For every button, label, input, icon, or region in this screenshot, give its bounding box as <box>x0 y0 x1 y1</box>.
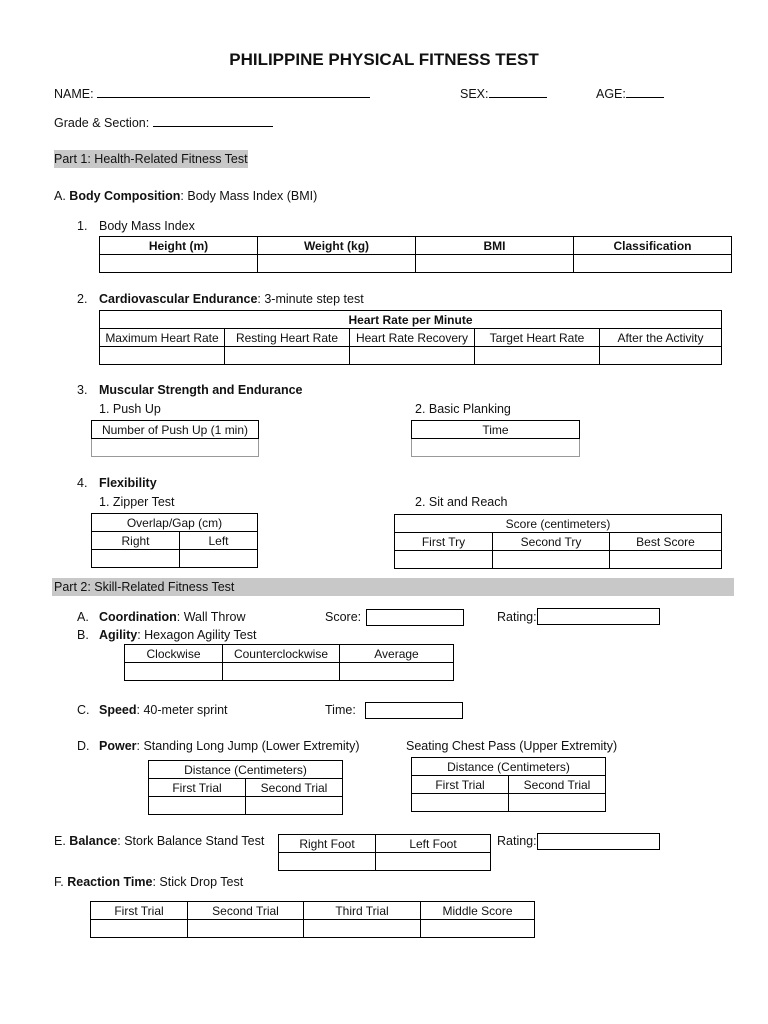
zipper-test-label: 1. Zipper Test <box>99 495 175 509</box>
name-label: NAME: <box>54 87 94 101</box>
table-row <box>279 853 491 871</box>
reaction-header-first: First Trial <box>91 902 188 920</box>
chest-pass-cell-first[interactable] <box>412 794 509 812</box>
grade-label: Grade & Section: <box>54 116 150 130</box>
hr-header-max: Maximum Heart Rate <box>100 329 225 347</box>
balance-cell-left[interactable] <box>376 853 491 871</box>
bmi-header-weight: Weight (kg) <box>258 237 416 255</box>
table-row <box>125 663 454 681</box>
table-row <box>395 551 722 569</box>
balance-header-left: Left Foot <box>376 835 491 853</box>
reaction-time-label: F. Reaction Time: Stick Drop Test <box>54 875 244 889</box>
section-a-desc: : Body Mass Index (BMI) <box>180 189 318 203</box>
sit-reach-cell-first[interactable] <box>395 551 493 569</box>
balance-label: E. Balance: Stork Balance Stand Test <box>54 834 265 848</box>
table-row <box>91 920 535 938</box>
long-jump-header-second: Second Trial <box>246 779 343 797</box>
long-jump-group-header: Distance (Centimeters) <box>149 761 343 779</box>
sit-reach-table <box>394 514 722 569</box>
hr-cell-max[interactable] <box>100 347 225 365</box>
sex-label: SEX: <box>460 87 489 101</box>
table-row <box>92 439 259 457</box>
sit-reach-header-second: Second Try <box>493 533 610 551</box>
balance-rating-box[interactable] <box>537 833 660 850</box>
part2-heading <box>52 578 734 596</box>
table-row <box>412 794 606 812</box>
coordination-rating-box[interactable] <box>537 608 660 625</box>
item-flexibility-label: 4. Flexibility <box>77 476 157 490</box>
long-jump-table <box>148 760 343 815</box>
planking-label: 2. Basic Planking <box>415 402 511 416</box>
item-muscular-label: 3. Muscular Strength and Endurance <box>77 383 303 397</box>
long-jump-cell-first[interactable] <box>149 797 246 815</box>
hr-header-resting: Resting Heart Rate <box>225 329 350 347</box>
coordination-score-label: Score: <box>325 610 362 624</box>
bmi-header-bmi: BMI <box>416 237 574 255</box>
section-a-body-composition <box>54 189 317 203</box>
reaction-cell-third[interactable] <box>304 920 421 938</box>
reaction-header-second: Second Trial <box>188 902 304 920</box>
push-up-table <box>91 420 259 457</box>
age-line[interactable] <box>626 85 664 98</box>
section-a-prefix: A. <box>54 189 66 203</box>
balance-header-right: Right Foot <box>279 835 376 853</box>
bmi-cell-height[interactable] <box>100 255 258 273</box>
hr-cell-recovery[interactable] <box>350 347 475 365</box>
reaction-header-middle: Middle Score <box>421 902 535 920</box>
bmi-cell-weight[interactable] <box>258 255 416 273</box>
agility-header-average: Average <box>340 645 454 663</box>
planking-table <box>411 420 580 457</box>
heart-rate-table <box>99 310 722 365</box>
chest-pass-table <box>411 757 606 812</box>
table-row <box>92 550 258 568</box>
grade-line[interactable] <box>153 114 273 127</box>
agility-cell-counterclockwise[interactable] <box>223 663 340 681</box>
chest-pass-label: Seating Chest Pass (Upper Extremity) <box>406 739 618 753</box>
sit-reach-cell-second[interactable] <box>493 551 610 569</box>
page-title: PHILIPPINE PHYSICAL FITNESS TEST <box>229 50 539 69</box>
age-label: AGE: <box>596 87 626 101</box>
coordination-rating-label: Rating: <box>497 610 537 624</box>
table-row <box>149 797 343 815</box>
bmi-cell-bmi[interactable] <box>416 255 574 273</box>
heart-rate-group-header: Heart Rate per Minute <box>100 311 722 329</box>
table-row <box>100 347 722 365</box>
hr-header-recovery: Heart Rate Recovery <box>350 329 475 347</box>
speed-time-label: Time: <box>325 703 356 717</box>
long-jump-header-first: First Trial <box>149 779 246 797</box>
reaction-cell-first[interactable] <box>91 920 188 938</box>
hr-cell-resting[interactable] <box>225 347 350 365</box>
part1-heading: Part 1: Health-Related Fitness Test <box>54 152 248 166</box>
table-row <box>100 255 732 273</box>
zipper-cell-left[interactable] <box>180 550 258 568</box>
hr-cell-target[interactable] <box>475 347 600 365</box>
bmi-header-height: Height (m) <box>100 237 258 255</box>
hr-header-target: Target Heart Rate <box>475 329 600 347</box>
agility-cell-clockwise[interactable] <box>125 663 223 681</box>
planking-header: Time <box>412 421 580 439</box>
power-label: D. Power: Standing Long Jump (Lower Extremity) <box>77 739 360 753</box>
agility-table <box>124 644 454 681</box>
section-a-title: Body Composition <box>69 189 181 203</box>
coordination-score-box[interactable] <box>366 609 464 626</box>
agility-header-counterclockwise: Counterclockwise <box>223 645 340 663</box>
zipper-group-header: Overlap/Gap (cm) <box>92 514 258 532</box>
balance-rating-label: Rating: <box>497 834 537 848</box>
item-bmi-label: 1. Body Mass Index <box>77 219 195 233</box>
speed-time-box[interactable] <box>365 702 463 719</box>
long-jump-cell-second[interactable] <box>246 797 343 815</box>
zipper-test-table <box>91 513 258 568</box>
agility-header-clockwise: Clockwise <box>125 645 223 663</box>
grade-field <box>54 114 273 130</box>
hr-header-after: After the Activity <box>600 329 722 347</box>
bmi-header-classification: Classification <box>574 237 732 255</box>
agility-cell-average[interactable] <box>340 663 454 681</box>
name-line[interactable] <box>97 85 370 98</box>
name-field <box>54 85 370 101</box>
reaction-cell-second[interactable] <box>188 920 304 938</box>
bmi-table <box>99 236 732 273</box>
reaction-header-third: Third Trial <box>304 902 421 920</box>
zipper-header-right: Right <box>92 532 180 550</box>
sex-line[interactable] <box>489 85 547 98</box>
sit-reach-label: 2. Sit and Reach <box>415 495 508 509</box>
planking-cell[interactable] <box>412 439 580 457</box>
zipper-header-left: Left <box>180 532 258 550</box>
agility-label: B. Agility: Hexagon Agility Test <box>77 628 257 642</box>
sit-reach-header-first: First Try <box>395 533 493 551</box>
push-up-label: 1. Push Up <box>99 402 161 416</box>
chest-pass-header-second: Second Trial <box>509 776 606 794</box>
push-up-cell[interactable] <box>92 439 259 457</box>
chest-pass-cell-second[interactable] <box>509 794 606 812</box>
push-up-header: Number of Push Up (1 min) <box>92 421 259 439</box>
table-row <box>412 439 580 457</box>
sex-field <box>460 85 547 101</box>
bmi-cell-classification[interactable] <box>574 255 732 273</box>
chest-pass-header-first: First Trial <box>412 776 509 794</box>
sit-reach-header-best: Best Score <box>610 533 722 551</box>
zipper-cell-right[interactable] <box>92 550 180 568</box>
item-cardio-label: 2. Cardiovascular Endurance: 3-minute step test <box>77 292 364 306</box>
chest-pass-group-header: Distance (Centimeters) <box>412 758 606 776</box>
age-field <box>596 85 664 101</box>
balance-table <box>278 834 491 871</box>
sit-reach-group-header: Score (centimeters) <box>395 515 722 533</box>
part2-heading-text: Part 2: Skill-Related Fitness Test <box>54 580 235 594</box>
balance-cell-right[interactable] <box>279 853 376 871</box>
sit-reach-cell-best[interactable] <box>610 551 722 569</box>
reaction-cell-middle[interactable] <box>421 920 535 938</box>
coordination-label: A. Coordination: Wall Throw <box>77 610 246 624</box>
reaction-time-table <box>90 901 535 938</box>
hr-cell-after[interactable] <box>600 347 722 365</box>
speed-label: C. Speed: 40-meter sprint <box>77 703 228 717</box>
